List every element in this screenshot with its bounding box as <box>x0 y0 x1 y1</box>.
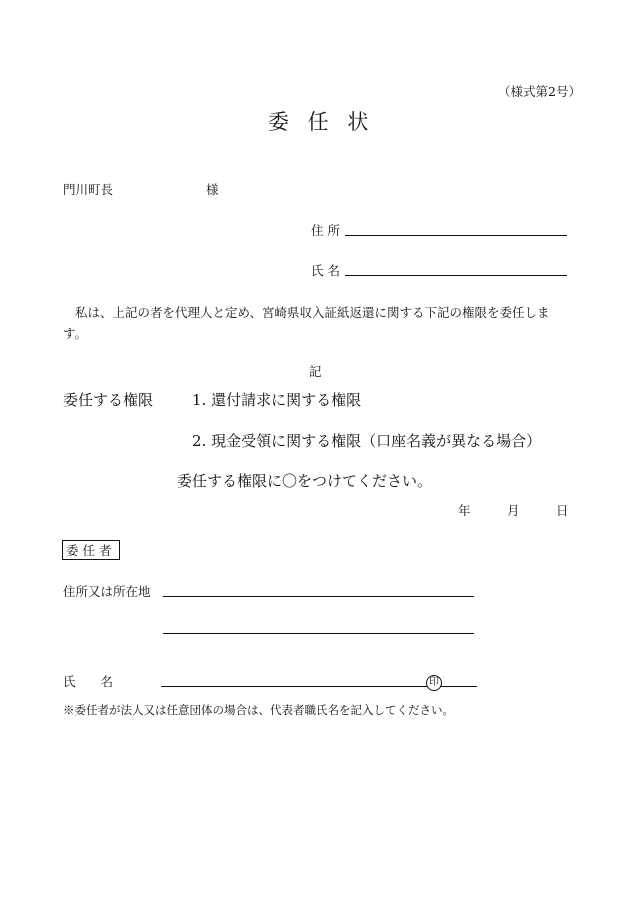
seal-icon: 印 <box>426 675 442 691</box>
addressee-recipient: 門川町長 <box>63 182 114 197</box>
date-month: 月 <box>507 503 520 518</box>
delegator-heading: 委任者 <box>62 540 120 560</box>
delegator-address-label: 住所又は所在地 <box>63 584 151 599</box>
authority-instruction: 委任する権限に〇をつけてください。 <box>177 472 433 490</box>
delegator-address-field-2[interactable] <box>163 633 474 634</box>
delegation-statement: 私は、上記の者を代理人と定め、宮崎県収入証紙返還に関する下記の権限を委任します。 <box>63 305 550 341</box>
proxy-name-field[interactable] <box>345 275 567 276</box>
form-number: （様式第2号） <box>498 84 581 99</box>
date-day: 日 <box>556 503 569 518</box>
proxy-address-label: 住 所 <box>311 223 340 238</box>
authority-heading: 委任する権限 <box>63 391 154 409</box>
delegator-address-field-1[interactable] <box>163 596 474 597</box>
authority-item-refund[interactable]: 1. 還付請求に関する権限 <box>192 391 362 409</box>
addressee-honorific: 様 <box>206 182 219 197</box>
footnote: ※委任者が法人又は任意団体の場合は、代表者職氏名を記入してください。 <box>63 703 454 717</box>
delegator-name-label: 氏 名 <box>63 674 114 689</box>
proxy-address-field[interactable] <box>345 235 567 236</box>
date-year: 年 <box>458 503 471 518</box>
page-title: 委 任 状 <box>268 110 375 134</box>
authority-item-cash[interactable]: 2. 現金受領に関する権限（口座名義が異なる場合） <box>192 432 542 450</box>
ki-heading: 記 <box>309 364 322 379</box>
seal-mark <box>426 670 442 691</box>
proxy-name-label: 氏 名 <box>311 263 340 278</box>
